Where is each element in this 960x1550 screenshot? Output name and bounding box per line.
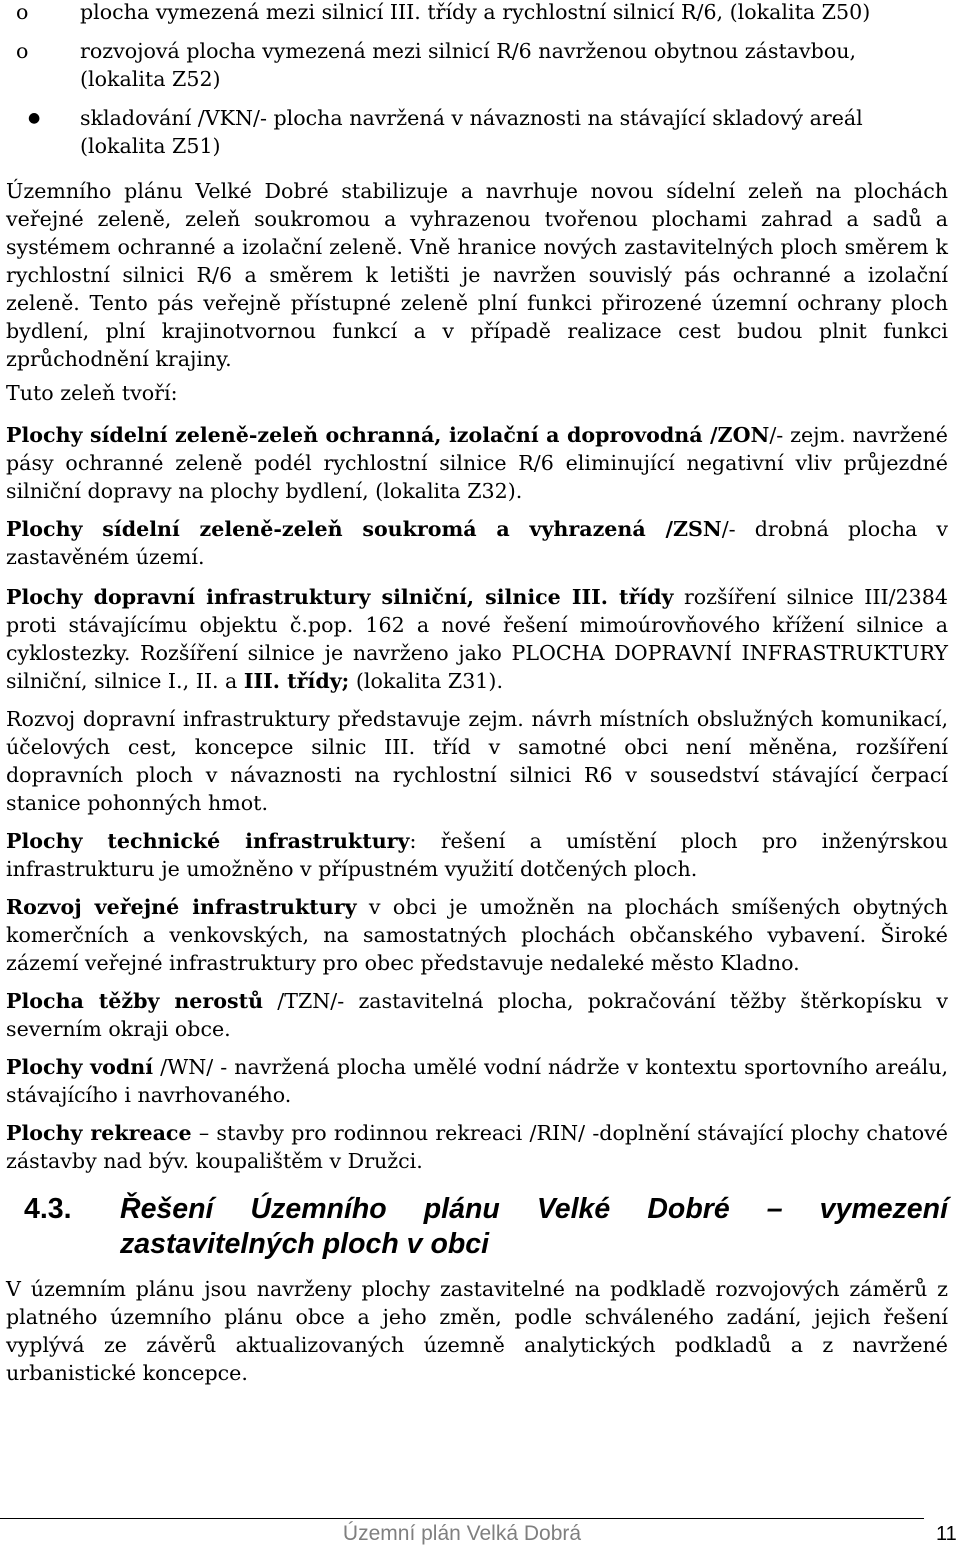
- bullet-list-item: [28, 104, 948, 160]
- paragraph-greenery: Územního plánu Velké Dobré stabilizuje a navrhuje novou sídelní zeleň na plochách veřejné zeleně, zeleň soukromou a vyhrazenou tvořenou plochami zahrad a sadů a systémem ochranné a izolační zeleně. Vně hranice nových zastavitelných ploch směrem k rychlostní silnici R/6 a směrem k letišti je navržen souvislý pás ochranné a izolační zeleně. Tento pás veřejně přístupné zeleně plní funkci přirozené územní ochrany ploch bydlení, plní krajinotvornou funkcí a v případě realizace cest budou plnit funkci zprůchodnění krajiny.: [6, 179, 948, 371]
- bullet-list: [6, 104, 948, 160]
- water-text: /WN/ - navržená plocha umělé vodní nádrže v kontextu sportovního areálu, stávajícího i navrhovaného.: [6, 1055, 949, 1107]
- paragraph-water: [6, 1053, 948, 1109]
- tech-heading: Plochy technické infrastruktury: [6, 829, 410, 853]
- section-heading: [6, 1192, 948, 1262]
- paragraph-tuto: Tuto zeleň tvoří:: [6, 381, 178, 405]
- sub-list-item: [16, 37, 948, 93]
- paragraph-transport: [6, 583, 948, 695]
- zsn-heading: Plochy sídelní zeleně-zeleň soukromá a vyhrazená /ZSN: [6, 517, 722, 541]
- page-number: 11: [936, 1523, 957, 1545]
- paragraph-mining: [6, 987, 948, 1043]
- document-body: [6, 0, 948, 1397]
- paragraph-zon: [6, 421, 948, 505]
- section-number: 4.3.: [24, 1193, 72, 1225]
- paragraph-public-infra: [6, 893, 948, 977]
- public-infra-text: v obci je umožněn na plochách smíšených obytných komerčních a venkovských, na samostatných plochách občanského vybavení. Široké zázemí veřejné infrastruktury pro obec představuje nedaleké město Kladno.: [6, 895, 948, 975]
- zsn-text: /- drobná plocha v zastavěném území.: [6, 517, 949, 569]
- mining-text: /TZN/- zastavitelná plocha, pokračování těžby štěrkopísku v severním okraji obce.: [6, 989, 949, 1041]
- paragraph-tech: [6, 827, 948, 883]
- paragraph-recreation: [6, 1119, 948, 1175]
- sub-item-text: rozvojová plocha vymezená mezi silnicí R/6 navrženou obytnou zástavbou, (lokalita Z52): [80, 39, 857, 91]
- transport-text: rozšíření silnice III/2384 proti stávajícímu objektu č.pop. 162 a nové řešení mimoúrovňového křížení silnice a cyklostezky. Rozšíření silnice je navrženo jako PLOCHA DOPRAVNÍ INFRASTRUKTURY silniční, silnice I., II. a: [6, 585, 948, 693]
- paragraph-final: V územním plánu jsou navrženy plochy zastavitelné na podkladě rozvojových záměrů z platného územního plánu obce a jeho změn, podle schváleného zadání, jejich řešení vyplývá ze závěrů aktualizovaných územně analytických podkladů a z navržené urbanistické koncepce.: [6, 1277, 948, 1385]
- sub-list-item: [16, 0, 948, 26]
- recreation-heading: Plochy rekreace: [6, 1121, 192, 1145]
- public-infra-heading: Rozvoj veřejné infrastruktury: [6, 895, 357, 919]
- bullet-item-text: skladování /VKN/- plocha navržená v návaznosti na stávající skladový areál (lokalita Z51): [80, 106, 863, 158]
- paragraph-rozvoj: Rozvoj dopravní infrastruktury představuje zejm. návrh místních obslužných komunikací, účelových cest, koncepce silnic III. tříd v samotné obci není měněna, rozšíření dopravních ploch v návaznosti na rychlostní silnici R6 v sousedství stávající čerpací stanice pohonných hmot.: [6, 707, 948, 815]
- section-title: Řešení Územního plánu Velké Dobré – vymezení zastavitelných ploch v obci: [120, 1193, 948, 1260]
- sub-list: [6, 0, 948, 93]
- transport-text-end: (lokalita Z31).: [349, 669, 503, 693]
- water-heading: Plochy vodní: [6, 1055, 154, 1079]
- mining-heading: Plocha těžby nerostů: [6, 989, 264, 1013]
- footer-title: Územní plán Velká Dobrá: [342, 1522, 582, 1545]
- dot-bullet-icon: ●: [28, 110, 41, 126]
- transport-heading: Plochy dopravní infrastruktury silniční, silnice III. třídy: [6, 585, 674, 609]
- transport-road-class: III. třídy;: [243, 669, 350, 693]
- tech-text: : řešení a umístění ploch pro inženýrskou infrastrukturu je umožněno v přípustném využití dotčených ploch.: [6, 829, 948, 881]
- paragraph-zsn: [6, 515, 948, 571]
- circle-bullet-icon: o: [16, 39, 29, 63]
- zon-text: /- zejm. navržené pásy ochranné zeleně podél rychlostní silnice R/6 eliminující negativní vliv průjezdné silniční dopravy na plochy bydlení, (lokalita Z32).: [6, 423, 948, 503]
- circle-bullet-icon: o: [16, 0, 29, 24]
- recreation-text: – stavby pro rodinnou rekreaci /RIN/ -doplnění stávající plochy chatové zástavby nad býv. koupalištěm v Družci.: [6, 1121, 948, 1173]
- sub-item-text: plocha vymezená mezi silnicí III. třídy a rychlostní silnicí R/6, (lokalita Z50): [80, 0, 871, 24]
- zon-heading: Plochy sídelní zeleně-zeleň ochranná, izolační a doprovodná /ZON: [6, 423, 770, 447]
